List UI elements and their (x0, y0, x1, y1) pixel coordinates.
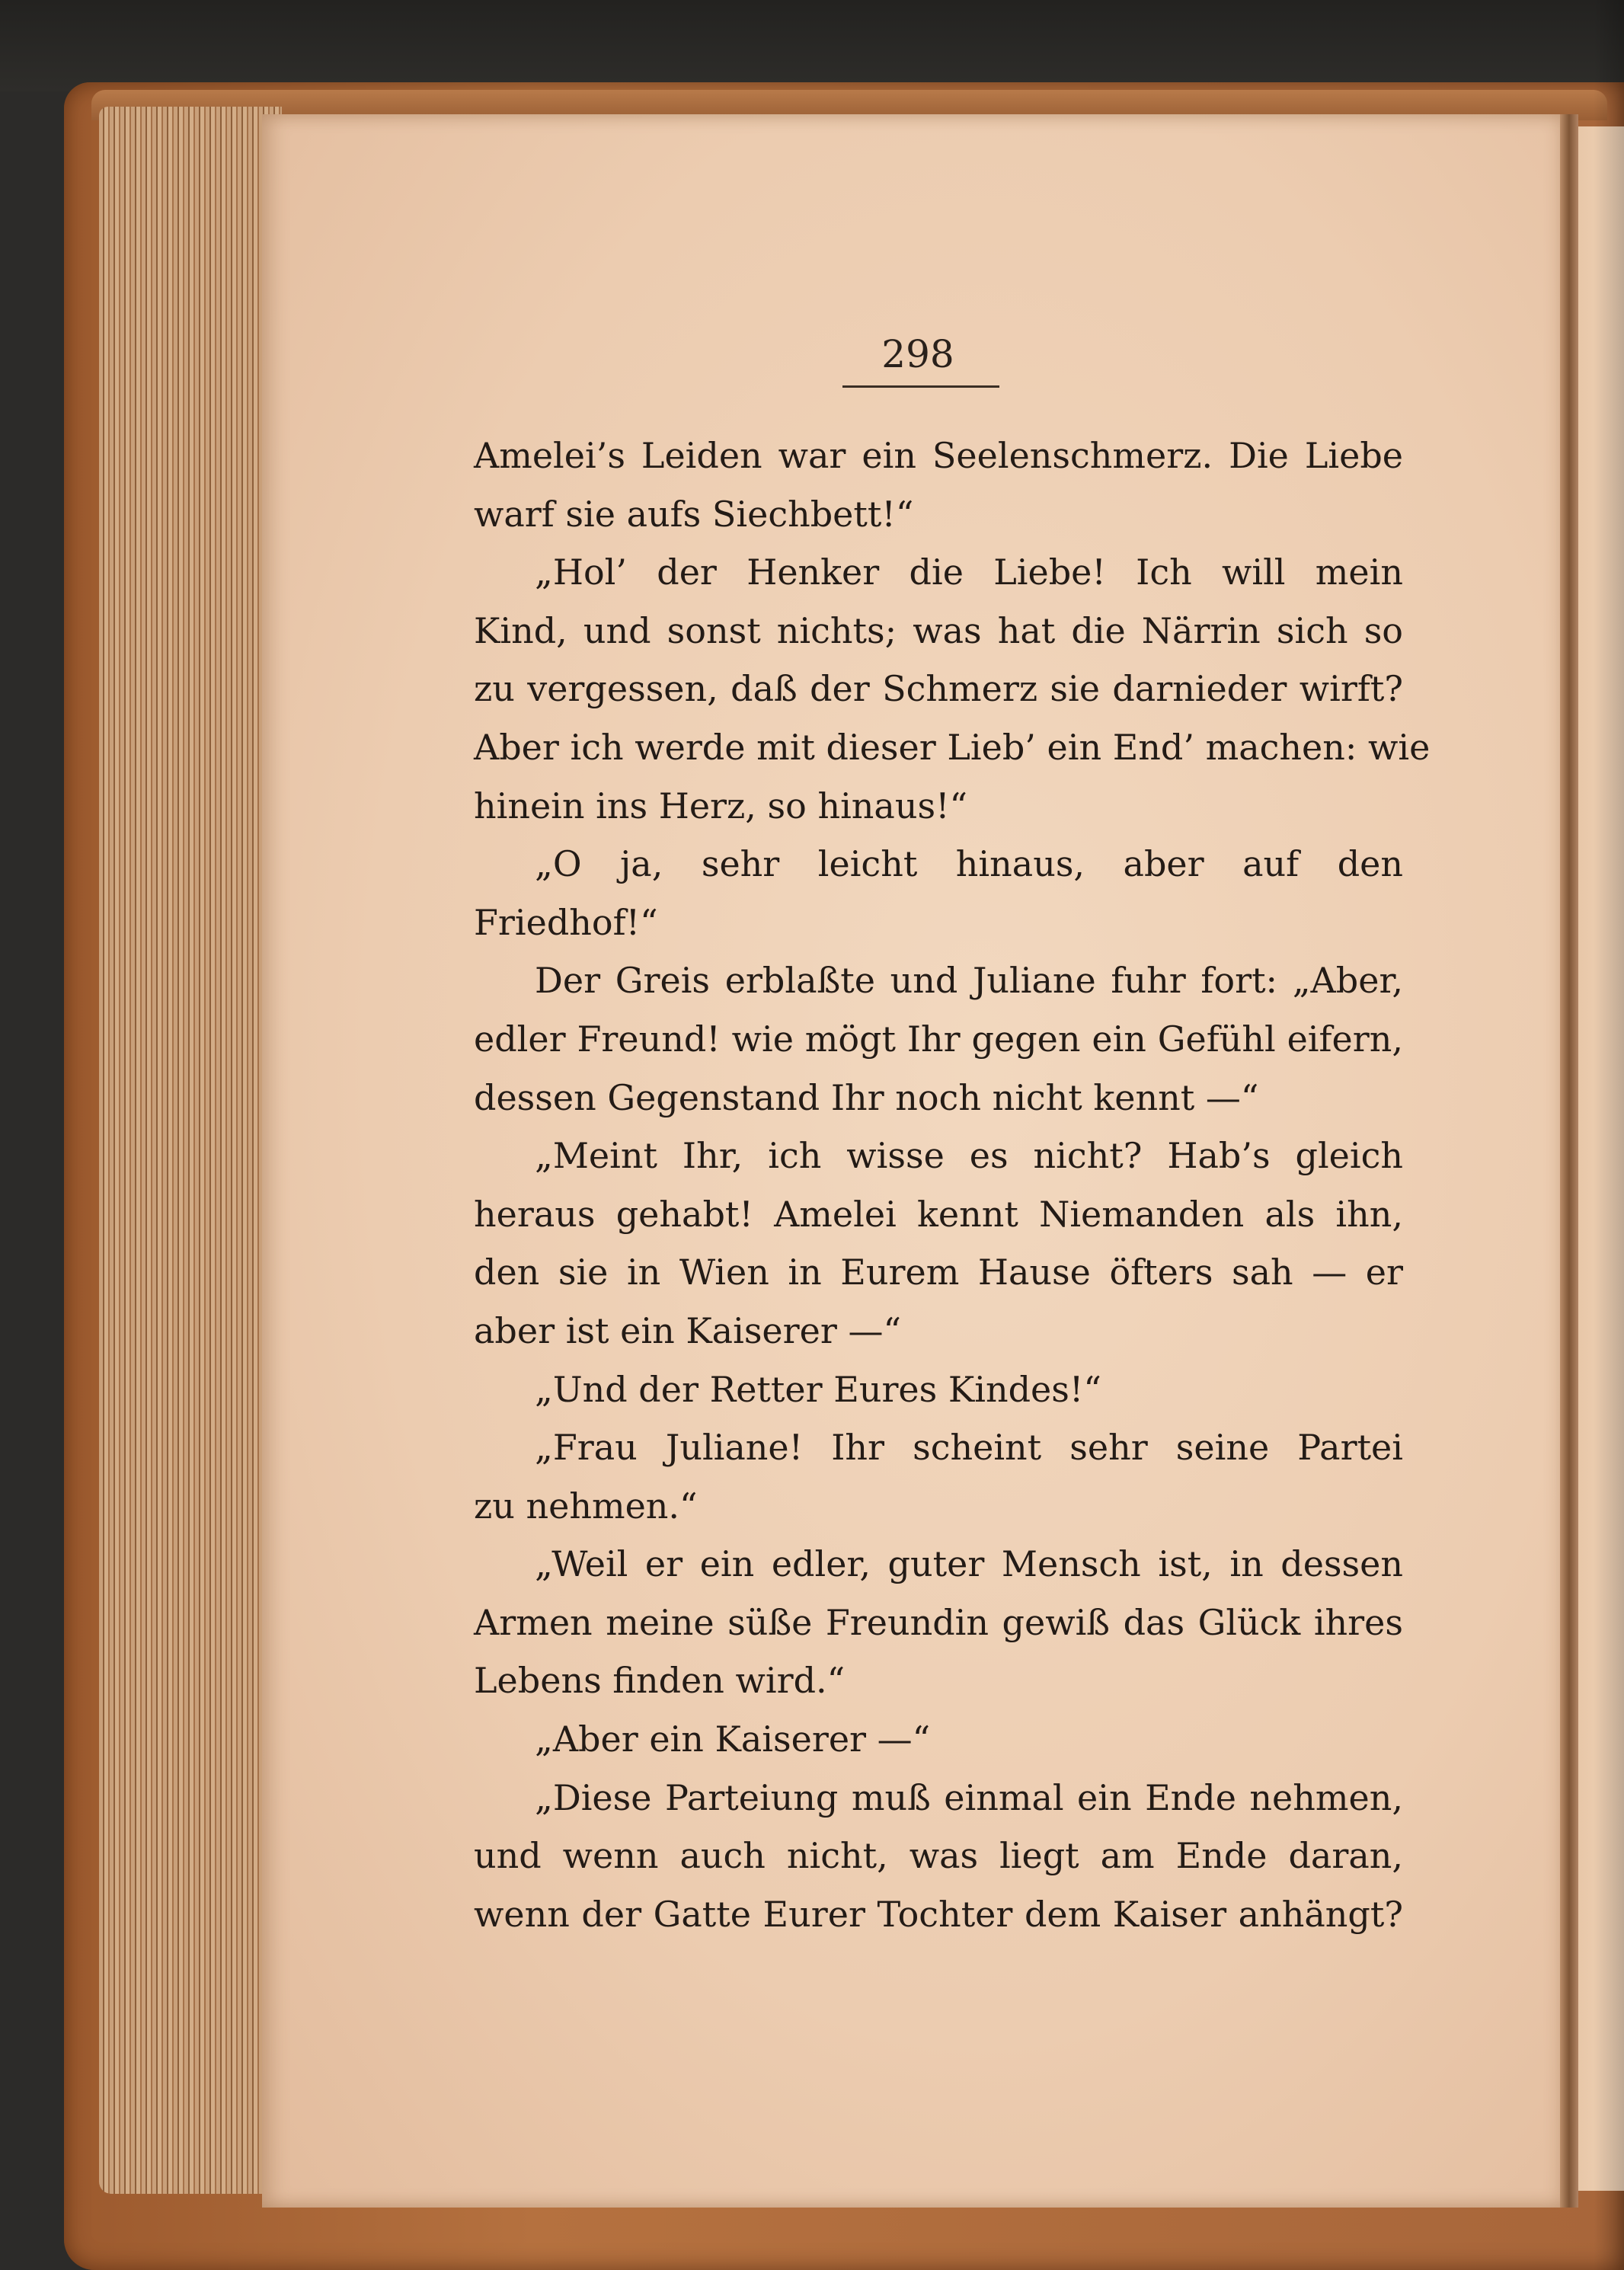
text-line: wenn der Gatte Eurer Tochter dem Kaiser anhängt? (474, 1893, 1403, 1935)
text-line: „Und der Retter Eures Kindes!“ (535, 1368, 1101, 1410)
text-line: Aber ich werde mit dieser Lieb’ ein End’ machen: wie (474, 726, 1431, 768)
page-number-rule (842, 385, 999, 388)
text-line: zu vergessen, daß der Schmerz sie darnieder wirft? (474, 668, 1403, 710)
text-line: Amelei’s Leiden war ein Seelenschmerz. Die Liebe (474, 435, 1403, 476)
background (0, 0, 1624, 91)
text-line: warf sie aufs Siechbett!“ (474, 493, 914, 535)
text-line: „Weil er ein edler, guter Mensch ist, in dessen (535, 1543, 1403, 1585)
text-line: „Hol’ der Henker die Liebe! Ich will mein (535, 552, 1403, 593)
text-line: Lebens finden wird.“ (474, 1660, 846, 1702)
book-gutter (1560, 114, 1578, 2208)
text-line: aber ist ein Kaiserer —“ (474, 1309, 901, 1351)
text-line: und wenn auch nicht, was liegt am Ende daran, (474, 1835, 1403, 1877)
text-line: „Meint Ihr, ich wisse es nicht? Hab’s gleich (535, 1135, 1403, 1177)
edge-shadow (1594, 0, 1624, 2270)
text-line: hinein ins Herz, so hinaus!“ (474, 785, 968, 826)
text-line: Kind, und sonst nichts; was hat die Närrin sich so (474, 609, 1403, 651)
text-line: „Aber ein Kaiserer —“ (535, 1718, 931, 1760)
page-number: 298 (881, 332, 954, 376)
text-line: heraus gehabt! Amelei kennt Niemanden als ihn, (474, 1193, 1403, 1235)
text-line: „O ja, sehr leicht hinaus, aber auf den (535, 843, 1403, 885)
text-line: den sie in Wien in Eurem Hause öfters sah — er (474, 1252, 1403, 1293)
text-line: dessen Gegenstand Ihr noch nicht kennt —“ (474, 1076, 1259, 1118)
text-line: edler Freund! wie mögt Ihr gegen ein Gefühl eifern, (474, 1018, 1403, 1060)
page-edges (99, 107, 282, 2194)
text-line: „Diese Parteiung muß einmal ein Ende nehmen, (535, 1776, 1403, 1818)
text-line: Friedhof!“ (474, 901, 658, 943)
text-line: zu nehmen.“ (474, 1485, 698, 1527)
text-line: Armen meine süße Freundin gewiß das Glück ihres (474, 1601, 1403, 1643)
text-line: Der Greis erblaßte und Juliane fuhr fort: „Aber, (535, 960, 1403, 1002)
text-line: „Frau Juliane! Ihr scheint sehr seine Partei (535, 1427, 1403, 1469)
page-text (474, 427, 1431, 1943)
